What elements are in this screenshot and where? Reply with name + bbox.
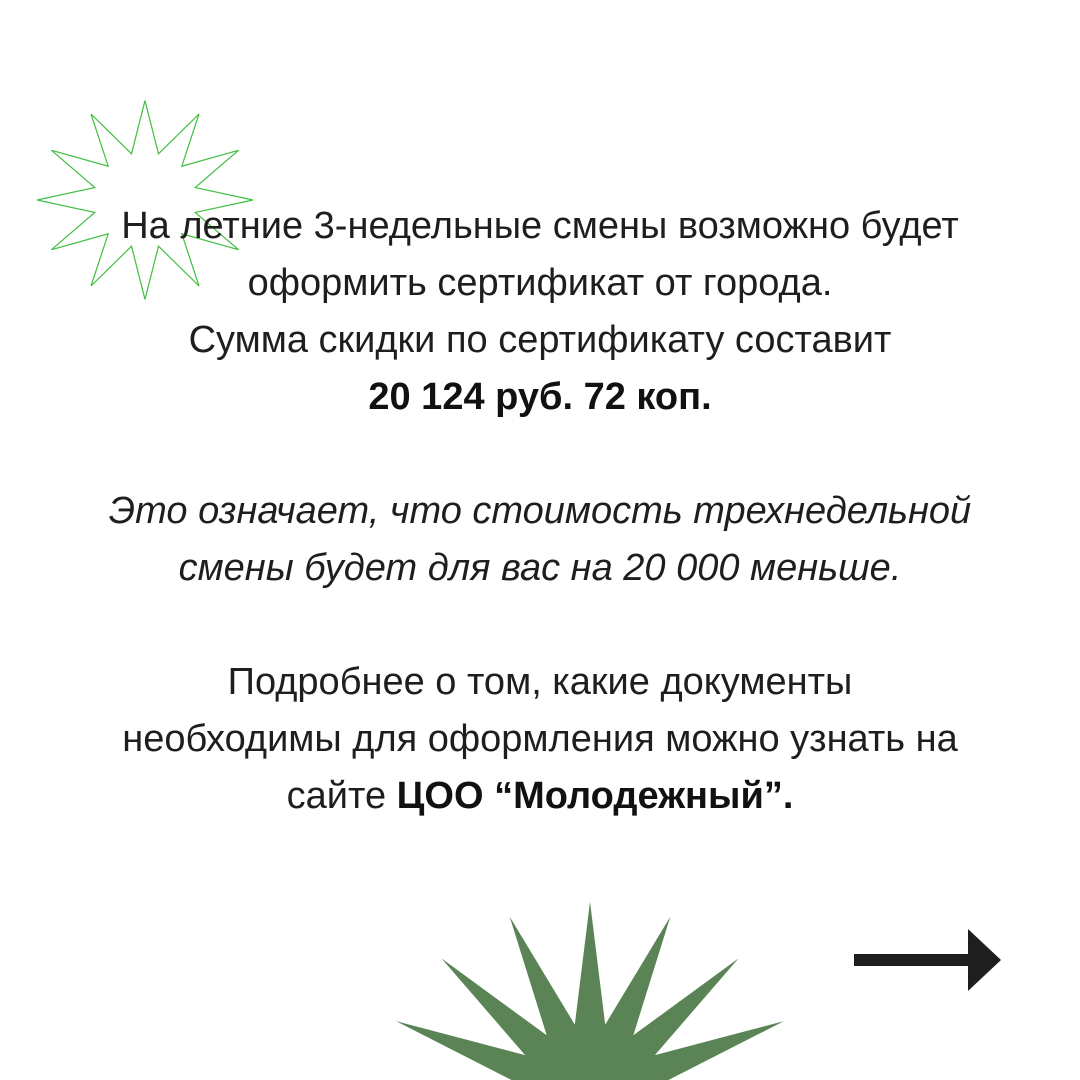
details-line-3 — [40, 768, 1040, 825]
discount-amount: 20 124 руб. 72 коп. — [368, 376, 712, 418]
details-text — [40, 654, 1040, 825]
details-line-1: Подробнее о том, какие документы — [227, 661, 853, 703]
intro-line-1: На летние 3-недельные смены возможно будет — [121, 205, 959, 247]
details-line-3-prefix: сайте — [286, 775, 397, 817]
organization-name: ЦОО “Молодежный”. — [396, 775, 794, 817]
details-line-2: необходимы для оформления можно узнать на — [122, 718, 958, 760]
meaning-line-2: смены будет для вас на 20 000 меньше. — [178, 547, 902, 589]
star-filled-icon — [370, 895, 810, 1080]
meaning-text — [40, 483, 1040, 597]
intro-line-3: Сумма скидки по сертификату составит — [188, 319, 892, 361]
meaning-line-1: Это означает, что стоимость трехнедельной — [108, 490, 972, 532]
arrow-right-icon[interactable] — [850, 925, 1005, 995]
intro-line-2: оформить сертификат от города. — [247, 262, 833, 304]
intro-text — [40, 198, 1040, 426]
